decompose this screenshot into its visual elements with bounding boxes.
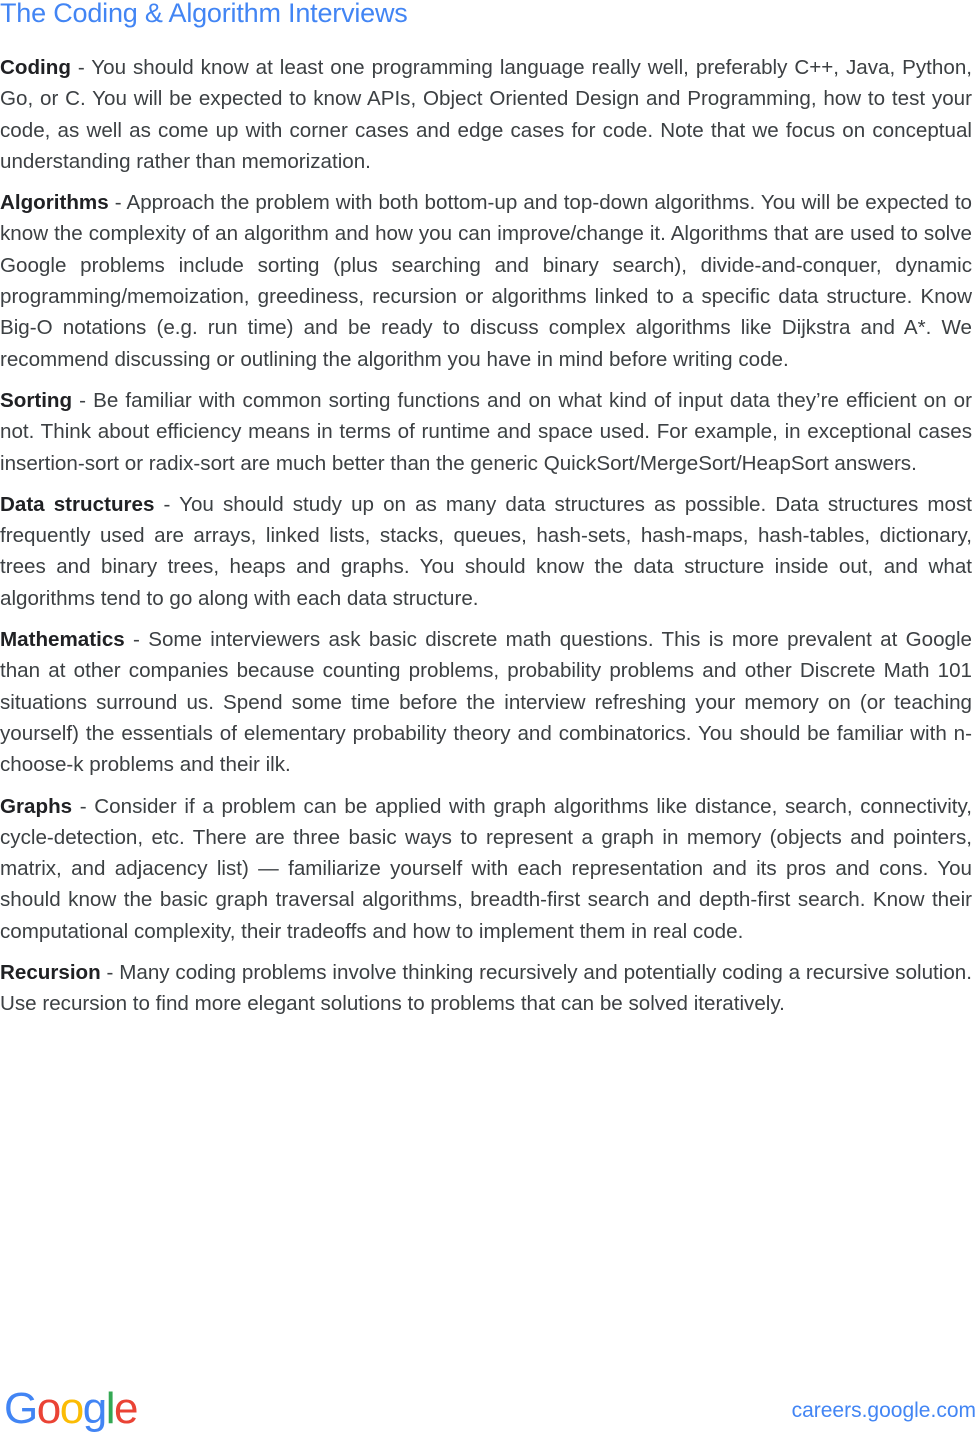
footer [0,1383,976,1443]
section-algorithms [0,187,972,375]
section-text: - Some interviewers ask basic discrete math questions. This is more prevalent at Google than at other companies because counting problems, probability problems and other Discrete Math 101 situations surround us. Spend some time before the interview refreshing your memory on (or teaching yourself) the essentials of elementary probability theory and combinatorics. You should be familiar with n-choose-k problems and their ilk. [0,628,972,777]
section-term: Coding [0,56,71,79]
page-title: The Coding & Algorithm Interviews [0,0,408,28]
section-text: - Many coding problems involve thinking recursively and potentially coding a recursive solution. Use recursion to find more elegant solutions to problems that can be solved iteratively. [0,961,972,1016]
section-sorting [0,385,972,479]
section-term: Mathematics [0,628,125,652]
section-text: - Approach the problem with both bottom-up and top-down algorithms. You will be expected to know the complexity of an algorithm and how you can improve/change it. Algorithms that are used to solve Google problems include sorting (plus searching and binary search), divide-and-conquer, dynamic programming/memoization, greediness, recursion or algorithms linked to a specific data structure. Know Big-O notations (e.g. run time) and be ready to discuss complex algorithms like Dijkstra and A*. We recommend discussing or outlining the algorithm you have in mind before writing code. [0,191,972,371]
section-term: Sorting [0,388,73,412]
content [0,52,972,1030]
section-term: Data structures [0,492,155,516]
google-logo [4,1383,154,1433]
section-text: - You should study up on as many data structures as possible. Data structures most frequently used are arrays, linked lists, stacks, queues, hash-sets, hash-maps, hash-tables, dictionary, trees and binary trees, heaps and graphs. You should know the data structure inside out, and what algorithms tend to go along with each data structure. [0,492,972,610]
section-data-structures [0,489,972,614]
section-text: - Consider if a problem can be applied with graph algorithms like distance, search, connectivity, cycle-detection, etc. There are three basic ways to represent a graph in memory (objects and pointers, matrix, and adjacency list) — familiarize yourself with each representation and its pros and cons. You should know the basic graph traversal algorithms, breadth-first search and depth-first search. Know their computational complexity, their tradeoffs and how to implement them in real code. [0,794,972,943]
section-text: - You should know at least one programming language really well, preferably C++, Java, Python, Go, or C. You will be expected to know APIs, Object Oriented Design and Programming, how to test your code, as well as come up with corner cases and edge cases for code. Note that we focus on conceptual understanding rather than memorization. [0,56,972,173]
section-term: Recursion [0,961,101,985]
svg-text:Google: Google [4,1384,137,1433]
section-coding [0,52,972,177]
section-term: Algorithms [0,191,109,215]
careers-link[interactable]: careers.google.com [791,1399,976,1422]
section-term: Graphs [0,794,73,818]
section-text: - Be familiar with common sorting functions and on what kind of input data they’re efficient on or not. Think about efficiency means in terms of runtime and space used. For example, in exceptional cases insertion-sort or radix-sort are much better than the generic QuickSort/MergeSort/HeapSort answers. [0,388,972,475]
section-mathematics [0,624,972,780]
section-recursion [0,957,972,1020]
section-graphs [0,791,972,947]
